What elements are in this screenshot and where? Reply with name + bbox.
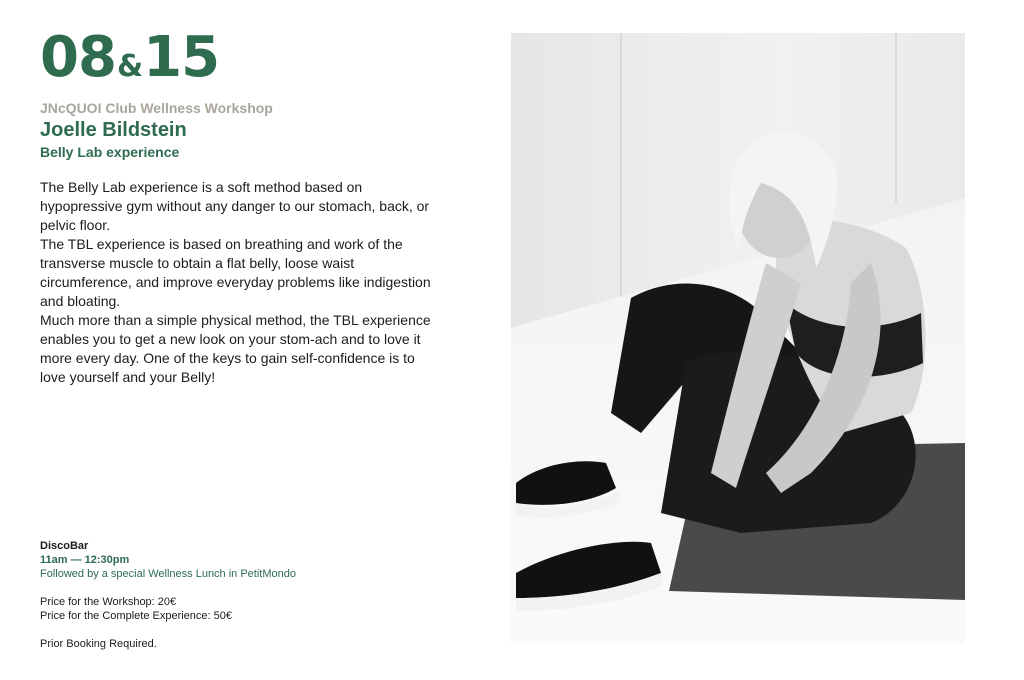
event-time: 11am — 12:30pm (40, 554, 130, 566)
booking-note: Prior Booking Required. (40, 638, 157, 650)
date-end: 15 (143, 25, 220, 90)
price-complete: Price for the Complete Experience: 50€ (40, 610, 232, 622)
workshop-subtitle: JNcQUOI Club Wellness Workshop (40, 100, 273, 116)
speaker-name: Joelle Bildstein (40, 119, 187, 141)
date-start: 08 (40, 25, 116, 90)
description-paragraph: The Belly Lab experience is a soft method based on hypopressive gym without any danger to our stomach, back, or pelvic floor. (40, 179, 430, 233)
price-workshop: Price for the Workshop: 20€ (40, 596, 177, 608)
event-date (40, 25, 440, 90)
instructor-photo (511, 33, 965, 644)
event-info (40, 539, 460, 651)
lunch-note: Followed by a special Wellness Lunch in PetitMondo (40, 568, 296, 580)
venue: DiscoBar (40, 540, 89, 552)
photo-illustration (511, 33, 965, 644)
description-paragraph: The TBL experience is based on breathing and work of the transverse muscle to obtain a flat belly, loose waist circumference, and improve everyday problems like indigestion and bloating. (40, 236, 431, 309)
description (40, 178, 440, 387)
program-title: Belly Lab experience (40, 144, 180, 160)
description-paragraph: Much more than a simple physical method, the TBL experience enables you to get a new look on your stom-ach and to love it more every day. One of the keys to gain self-confidence is to love yourself and your Belly! (40, 312, 431, 385)
date-ampersand: & (116, 49, 143, 84)
event-header (40, 25, 440, 387)
pricing (40, 595, 460, 623)
